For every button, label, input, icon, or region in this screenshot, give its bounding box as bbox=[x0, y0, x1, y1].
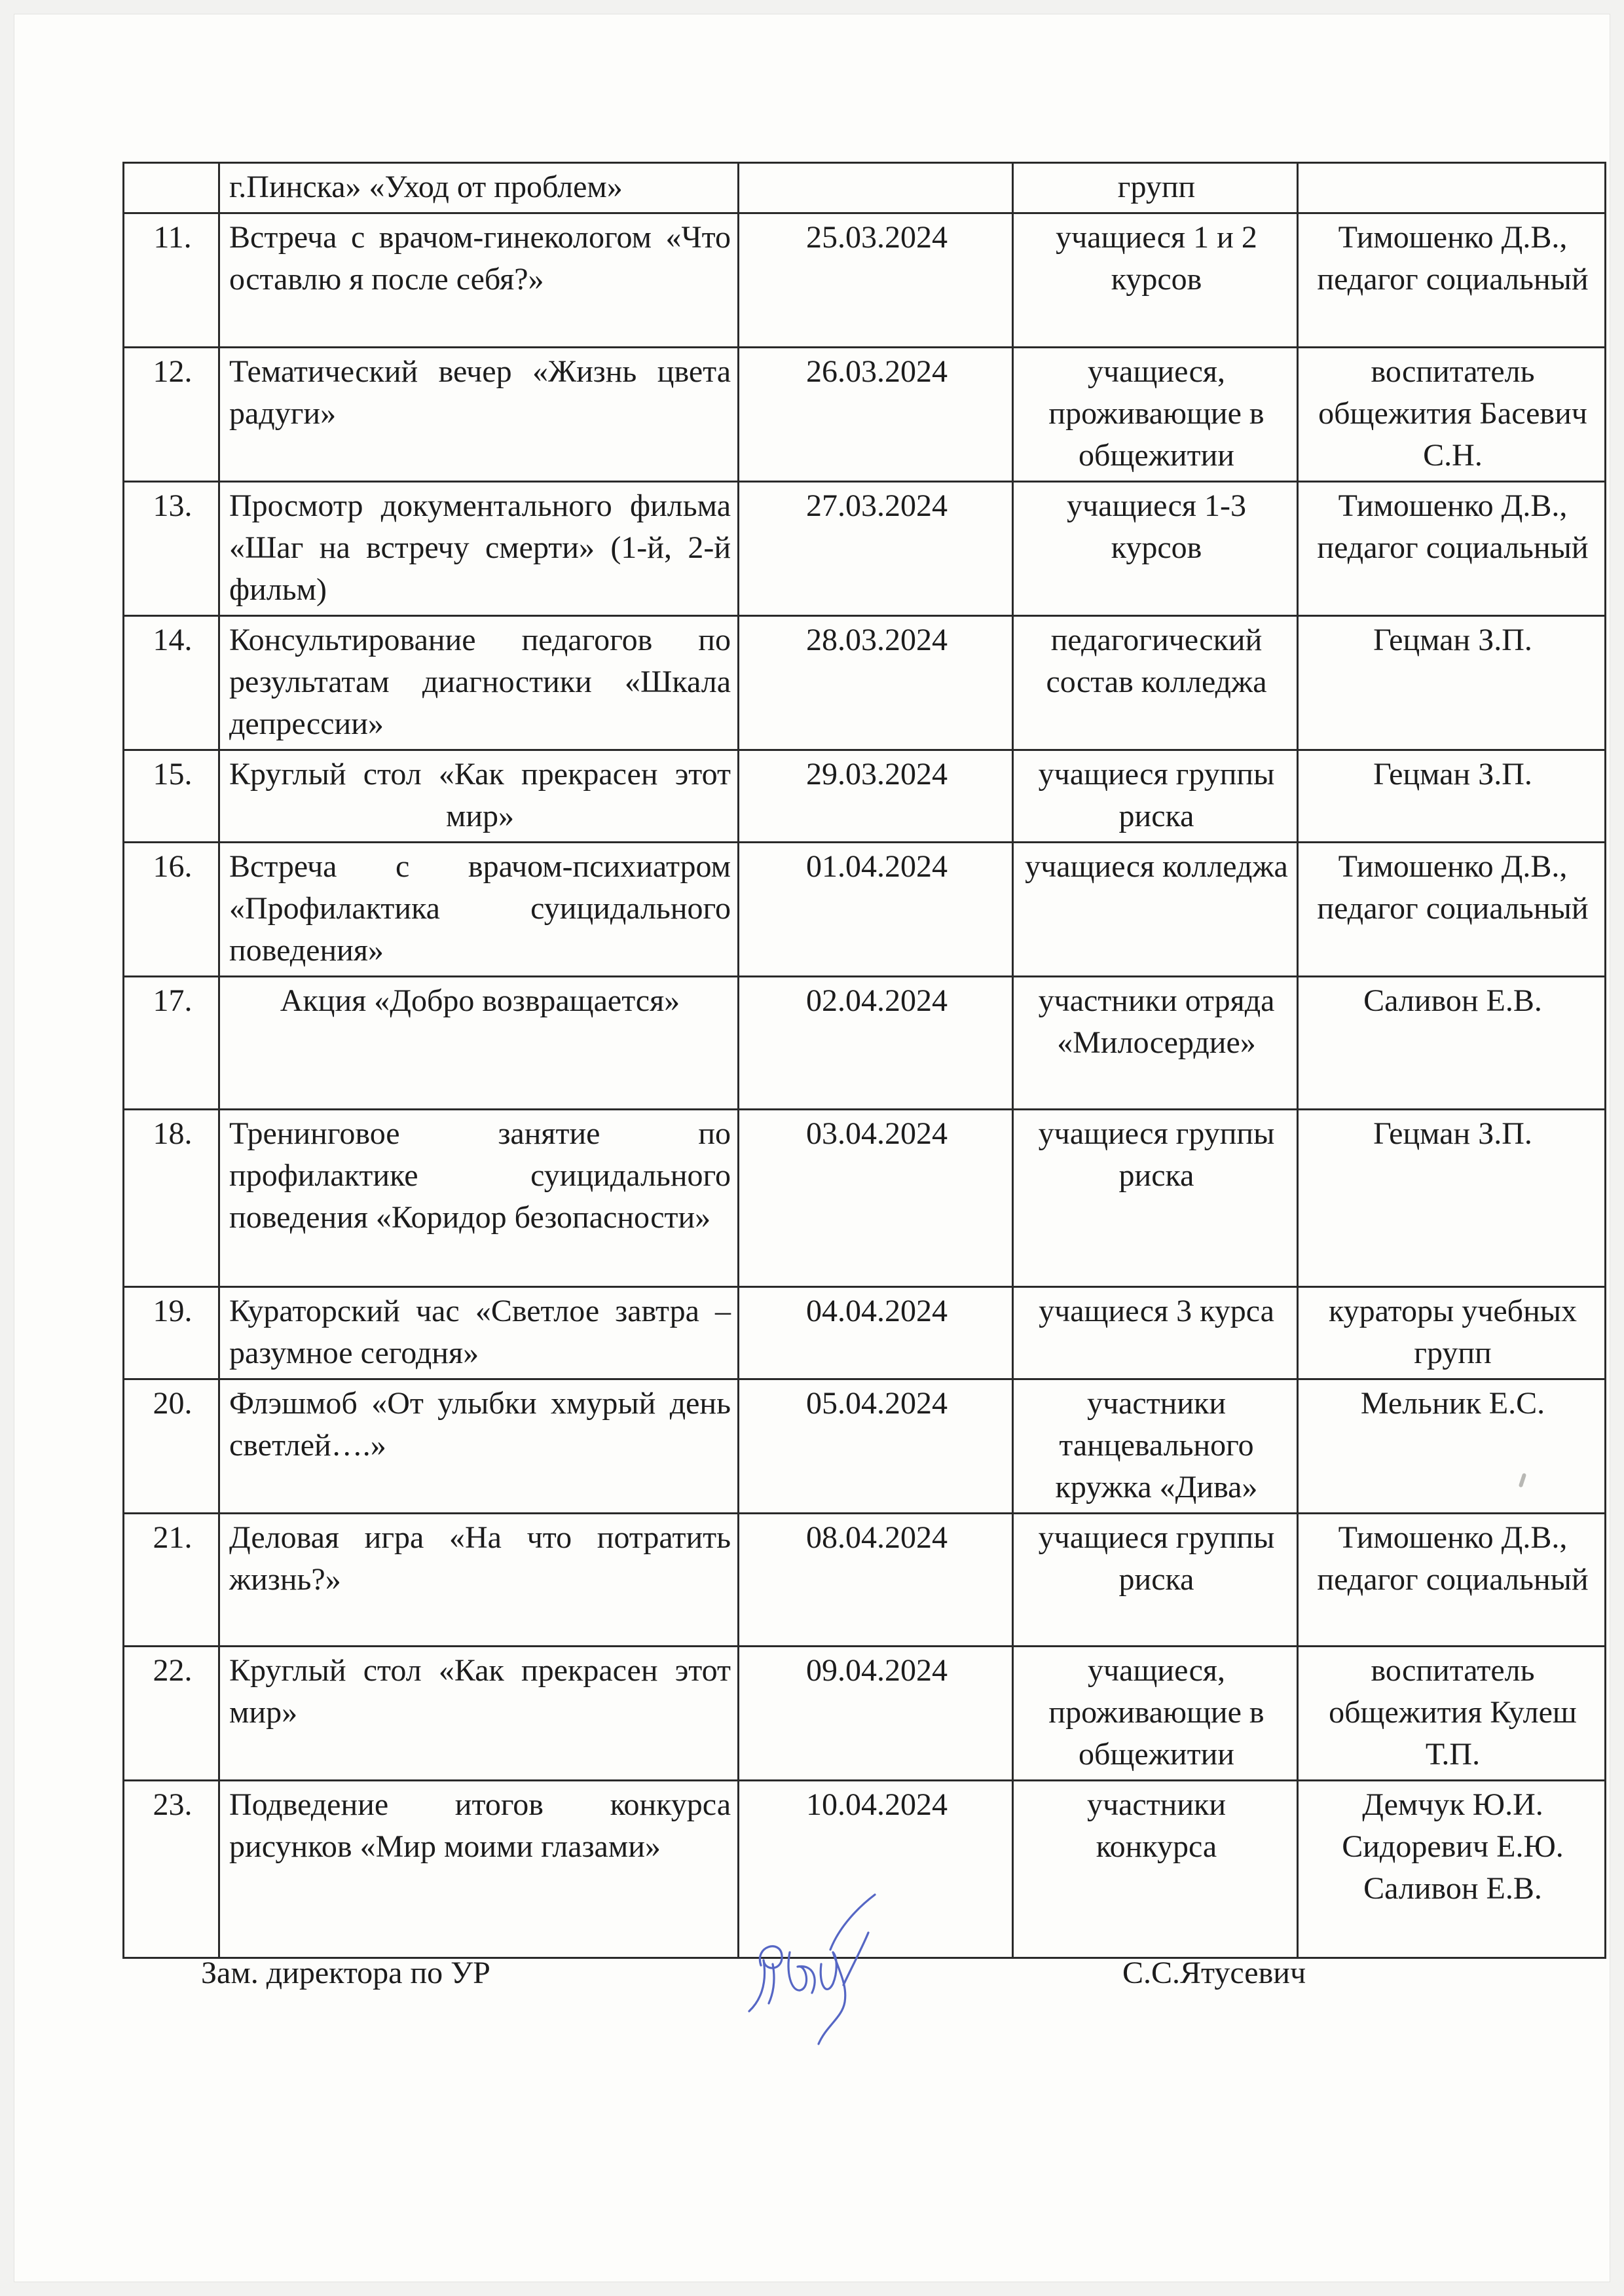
table-row bbox=[124, 482, 1606, 616]
date-cell: 08.04.2024 bbox=[739, 1514, 1013, 1647]
date-cell: 01.04.2024 bbox=[739, 843, 1013, 977]
table-row bbox=[124, 163, 1606, 213]
participants-cell: учащиеся 3 курса bbox=[1013, 1287, 1298, 1379]
row-number-cell: 20. bbox=[124, 1379, 219, 1514]
participants-cell: учащиеся 1 и 2 курсов bbox=[1013, 213, 1298, 348]
event-cell: Подведение итогов конкурса рисунков «Мир моими глазами» bbox=[219, 1781, 739, 1958]
responsible-cell: воспитатель общежития Басевич С.Н. bbox=[1298, 348, 1606, 482]
event-cell: Круглый стол «Как прекрасен этот мир» bbox=[219, 750, 739, 843]
date-cell: 10.04.2024 bbox=[739, 1781, 1013, 1958]
participants-cell: групп bbox=[1013, 163, 1298, 213]
responsible-cell: воспитатель общежития Кулеш Т.П. bbox=[1298, 1647, 1606, 1781]
participants-cell: учащиеся группы риска bbox=[1013, 1110, 1298, 1287]
document-page bbox=[14, 14, 1610, 2282]
responsible-cell: Тимошенко Д.В., педагог социальный bbox=[1298, 1514, 1606, 1647]
responsible-cell: Тимошенко Д.В., педагог социальный bbox=[1298, 843, 1606, 977]
row-number-cell: 19. bbox=[124, 1287, 219, 1379]
row-number-cell: 14. bbox=[124, 616, 219, 750]
date-cell bbox=[739, 163, 1013, 213]
event-cell: Флэшмоб «От улыбки хмурый день светлей….» bbox=[219, 1379, 739, 1514]
date-cell: 09.04.2024 bbox=[739, 1647, 1013, 1781]
table-row bbox=[124, 977, 1606, 1110]
table-row bbox=[124, 1514, 1606, 1647]
date-cell: 04.04.2024 bbox=[739, 1287, 1013, 1379]
table-row bbox=[124, 750, 1606, 843]
row-number-cell: 22. bbox=[124, 1647, 219, 1781]
row-number-cell: 12. bbox=[124, 348, 219, 482]
participants-cell: участники танцевального кружка «Дива» bbox=[1013, 1379, 1298, 1514]
responsible-cell: Тимошенко Д.В., педагог социальный bbox=[1298, 482, 1606, 616]
participants-cell: участники конкурса bbox=[1013, 1781, 1298, 1958]
row-number-cell: 17. bbox=[124, 977, 219, 1110]
date-cell: 03.04.2024 bbox=[739, 1110, 1013, 1287]
participants-cell: педагогический состав колледжа bbox=[1013, 616, 1298, 750]
event-cell: Встреча с врачом-гинекологом «Что оставлю я после себя?» bbox=[219, 213, 739, 348]
row-number-cell bbox=[124, 163, 219, 213]
event-cell: Деловая игра «На что потратить жизнь?» bbox=[219, 1514, 739, 1647]
event-cell: Тематический вечер «Жизнь цвета радуги» bbox=[219, 348, 739, 482]
table-row bbox=[124, 1379, 1606, 1514]
date-cell: 26.03.2024 bbox=[739, 348, 1013, 482]
event-cell: Акция «Добро возвращается» bbox=[219, 977, 739, 1110]
responsible-cell: Тимошенко Д.В., педагог социальный bbox=[1298, 213, 1606, 348]
table-row bbox=[124, 1287, 1606, 1379]
table-row bbox=[124, 1647, 1606, 1781]
event-cell: Кураторский час «Светлое завтра – разумное сегодня» bbox=[219, 1287, 739, 1379]
date-cell: 28.03.2024 bbox=[739, 616, 1013, 750]
table-row bbox=[124, 616, 1606, 750]
date-cell: 02.04.2024 bbox=[739, 977, 1013, 1110]
date-cell: 25.03.2024 bbox=[739, 213, 1013, 348]
date-cell: 27.03.2024 bbox=[739, 482, 1013, 616]
event-cell: Встреча с врачом-психиатром «Профилактика суицидального поведения» bbox=[219, 843, 739, 977]
event-cell: Просмотр документального фильма «Шаг на встречу смерти» (1-й, 2-й фильм) bbox=[219, 482, 739, 616]
participants-cell: учащиеся группы риска bbox=[1013, 1514, 1298, 1647]
participants-cell: учащиеся, проживающие в общежитии bbox=[1013, 1647, 1298, 1781]
row-number-cell: 13. bbox=[124, 482, 219, 616]
responsible-cell: Саливон Е.В. bbox=[1298, 977, 1606, 1110]
participants-cell: учащиеся колледжа bbox=[1013, 843, 1298, 977]
responsible-cell bbox=[1298, 163, 1606, 213]
responsible-cell: Гецман З.П. bbox=[1298, 616, 1606, 750]
signatory-name: С.С.Ятусевич bbox=[1122, 1956, 1306, 1990]
participants-cell: учащиеся группы риска bbox=[1013, 750, 1298, 843]
responsible-cell: Демчук Ю.И. Сидоревич Е.Ю. Саливон Е.В. bbox=[1298, 1781, 1606, 1958]
date-cell: 05.04.2024 bbox=[739, 1379, 1013, 1514]
table-row bbox=[124, 843, 1606, 977]
event-cell: Круглый стол «Как прекрасен этот мир» bbox=[219, 1647, 739, 1781]
responsible-cell: кураторы учебных групп bbox=[1298, 1287, 1606, 1379]
signatory-position: Зам. директора по УР bbox=[201, 1956, 490, 1990]
table-row bbox=[124, 213, 1606, 348]
row-number-cell: 16. bbox=[124, 843, 219, 977]
table-row bbox=[124, 1110, 1606, 1287]
table-row bbox=[124, 348, 1606, 482]
responsible-cell: Гецман З.П. bbox=[1298, 750, 1606, 843]
handwritten-signature bbox=[735, 1887, 885, 2057]
participants-cell: участники отряда «Милосердие» bbox=[1013, 977, 1298, 1110]
events-table bbox=[122, 162, 1606, 1959]
responsible-cell: Мельник Е.С. bbox=[1298, 1379, 1606, 1514]
date-cell: 29.03.2024 bbox=[739, 750, 1013, 843]
event-cell: г.Пинска» «Уход от проблем» bbox=[219, 163, 739, 213]
row-number-cell: 11. bbox=[124, 213, 219, 348]
row-number-cell: 18. bbox=[124, 1110, 219, 1287]
responsible-cell: Гецман З.П. bbox=[1298, 1110, 1606, 1287]
participants-cell: учащиеся, проживающие в общежитии bbox=[1013, 348, 1298, 482]
row-number-cell: 21. bbox=[124, 1514, 219, 1647]
participants-cell: учащиеся 1-3 курсов bbox=[1013, 482, 1298, 616]
event-cell: Консультирование педагогов по результатам диагностики «Шкала депрессии» bbox=[219, 616, 739, 750]
row-number-cell: 23. bbox=[124, 1781, 219, 1958]
row-number-cell: 15. bbox=[124, 750, 219, 843]
event-cell: Тренинговое занятие по профилактике суицидального поведения «Коридор безопасности» bbox=[219, 1110, 739, 1287]
